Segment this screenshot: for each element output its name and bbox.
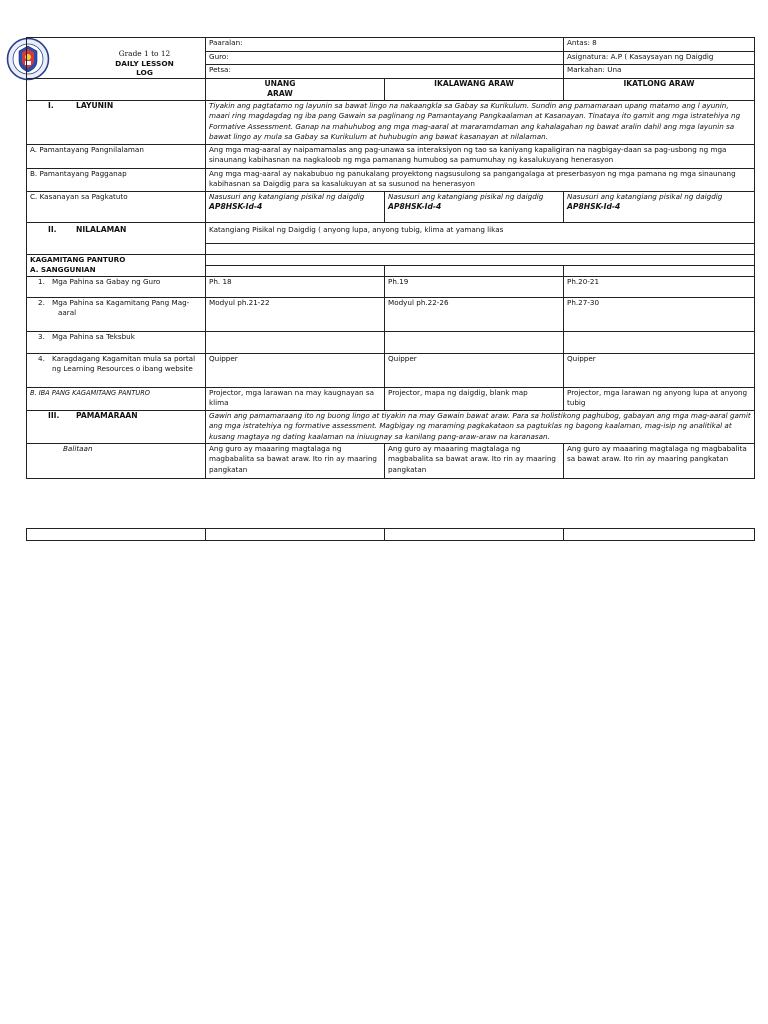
- pamantayang-pangnilalaman-text: Ang mga mag-aaral ay naipamamalas ang pag-unawa sa interaksiyon ng tao sa kaniyang kapaligiran na nagbigay-daan sa pag-usbong ng mga sinaunang kabihasnan na nagkaloob ng mga pamanang humubog sa pamumuhay ng kasalukuyang henerasyon: [206, 144, 755, 168]
- iba-pang-kagamitan-day2: Projector, mapa ng daigdig, blank map: [385, 387, 564, 410]
- asignatura-field: Asignatura: A.P ( Kasaysayan ng Daigdig: [564, 51, 755, 65]
- markahan-field: Markahan: Una: [564, 65, 755, 79]
- petsa-field: Petsa:: [206, 65, 564, 79]
- teksbuk-label: 3. Mga Pahina sa Teksbuk: [27, 331, 206, 353]
- bottom-cell-4: [564, 529, 755, 541]
- bottom-cell-2: [206, 529, 385, 541]
- gabay-guro-day3: Ph.20-21: [564, 276, 755, 297]
- kagamitan-heading: KAGAMITANG PANTURO: [27, 254, 206, 265]
- sanggunian-blank-2: [385, 265, 564, 276]
- kasanayan-day1: Nasusuri ang katangiang pisikal ng daigdig AP8HSK-Id-4: [206, 191, 385, 222]
- iba-pang-kagamitan-day3: Projector, mga larawan ng anyong lupa at anyong tubig: [564, 387, 755, 410]
- kagamitang-mag-aaral-day1: Modyul ph.21-22: [206, 297, 385, 331]
- day-header-blank: [27, 78, 206, 100]
- paaralan-field: Paaralan:: [206, 38, 564, 52]
- gabay-guro-day2: Ph.19: [385, 276, 564, 297]
- gabay-guro-label: 1. Mga Pahina sa Gabay ng Guro: [27, 276, 206, 297]
- iba-pang-kagamitan-label: B. IBA PANG KAGAMITANG PANTURO: [27, 387, 206, 410]
- iba-pang-kagamitan-day1: Projector, mga larawan na may kaugnayan sa klima: [206, 387, 385, 410]
- kasanayan-label: C. Kasanayan sa Pagkatuto: [27, 191, 206, 222]
- nilalaman-blank: [206, 243, 755, 254]
- nilalaman-heading: II. NILALAMAN: [27, 222, 206, 254]
- bottom-cell-1: [27, 529, 206, 541]
- pamamaraan-heading: III. PAMAMARAAN: [27, 410, 206, 443]
- title-grade: Grade 1 to 12: [118, 49, 171, 58]
- header-title: [27, 38, 206, 79]
- karagdagang-kagamitan-day1: Quipper: [206, 353, 385, 387]
- pamamaraan-text: Gawin ang pamamaraang ito ng buong lingo at tiyakin na may Gawain bawat araw. Para sa holistikong paghubog, gabayan ang mga mag-aaral gamit ang mga istratehiya ng formative assessment. Magbigay ng maraming pagkakataon sa pagtuklas ng bagong kaalaman, mag-isip ng analitikal at kusang magtaya ng dating kaalaman na iniuugnay sa kanilang pang-araw-araw na karanasan.: [206, 410, 755, 443]
- balitaan-label: Balitaan: [27, 443, 206, 478]
- day3-header: IKATLONG ARAW: [564, 78, 755, 100]
- karagdagang-kagamitan-label: 4. Karagdagang Kagamitan mula sa portal ng Learning Resources o ibang website: [27, 353, 206, 387]
- sanggunian-blank-1: [206, 265, 385, 276]
- title-daily-lesson: DAILY LESSON: [115, 58, 174, 68]
- pamantayang-pangnilalaman-label: A. Pamantayang Pangnilalaman: [27, 144, 206, 168]
- guro-field: Guro:: [206, 51, 564, 65]
- teksbuk-day3: [564, 331, 755, 353]
- pamantayang-pagganap-text: Ang mga mag-aaral ay nakabubuo ng panukalang proyektong nagsusulong sa pangangalaga at preserbasyon ng mga pamana ng mga sinaunang kabihasnan sa Daigdig para sa kasalukuyan at sa susunod na henerasyon: [206, 168, 755, 191]
- balitaan-day2: Ang guro ay maaaring magtalaga ng magbabalita sa bawat araw. Ito rin ay maaring pangkatan: [385, 443, 564, 478]
- kasanayan-day3: Nasusuri ang katangiang pisikal ng daigdig AP8HSK-Id-4: [564, 191, 755, 222]
- pamantayang-pagganap-label: B. Pamantayang Pagganap: [27, 168, 206, 191]
- karagdagang-kagamitan-day2: Quipper: [385, 353, 564, 387]
- bottom-cell-3: [385, 529, 564, 541]
- antas-field: Antas: 8: [564, 38, 755, 52]
- teksbuk-day1: [206, 331, 385, 353]
- kagamitang-mag-aaral-day2: Modyul ph.22-26: [385, 297, 564, 331]
- kasanayan-day2: Nasusuri ang katangiang pisikal ng daigdig AP8HSK-Id-4: [385, 191, 564, 222]
- sanggunian-blank-3: [564, 265, 755, 276]
- lesson-log-table: [26, 37, 755, 479]
- title-log: LOG: [136, 68, 153, 77]
- karagdagang-kagamitan-day3: Quipper: [564, 353, 755, 387]
- layunin-text: Tiyakin ang pagtatamo ng layunin sa bawat lingo na nakaangkla sa Gabay sa Kurikulum. Sundin ang pamamaraan upang matamo ang l ayunin, maari ring magdagdag ng iba pang Gawain sa paglinang ng Pamantayang Pangkaalaman at Kasanayan. Tinataya ito gamit ang mga istratehiya ng Formative Assessment. Ganap na mahuhubog ang mga mag-aaral at mararamdaman ang kahalagahan ng bawat aralin dahil ang mga layunin sa bawat lingo ay mula sa Gabay sa Kurikulum at huhubugin ang bawat kasanayan at nilalaman.: [206, 100, 755, 144]
- teksbuk-day2: [385, 331, 564, 353]
- balitaan-day1: Ang guro ay maaaring magtalaga ng magbabalita sa bawat araw. Ito rin ay maaring pangkatan: [206, 443, 385, 478]
- sanggunian-heading: A. SANGGUNIAN: [27, 265, 206, 276]
- kagamitang-mag-aaral-label: 2. Mga Pahina sa Kagamitang Pang Mag- aaral: [27, 297, 206, 331]
- nilalaman-text: Katangiang Pisikal ng Daigdig ( anyong lupa, anyong tubig, klima at yamang likas: [206, 222, 755, 243]
- day1-header: UNANG ARAW: [206, 78, 385, 100]
- kagamitan-blank: [206, 254, 755, 265]
- gabay-guro-day1: Ph. 18: [206, 276, 385, 297]
- kagamitang-mag-aaral-day3: Ph.27-30: [564, 297, 755, 331]
- bottom-blank-row: [26, 528, 755, 541]
- layunin-heading: I. LAYUNIN: [27, 100, 206, 144]
- balitaan-day3: Ang guro ay maaaring magtalaga ng magbabalita sa bawat araw. Ito rin ay maaring pangkatan: [564, 443, 755, 478]
- day2-header: IKALAWANG ARAW: [385, 78, 564, 100]
